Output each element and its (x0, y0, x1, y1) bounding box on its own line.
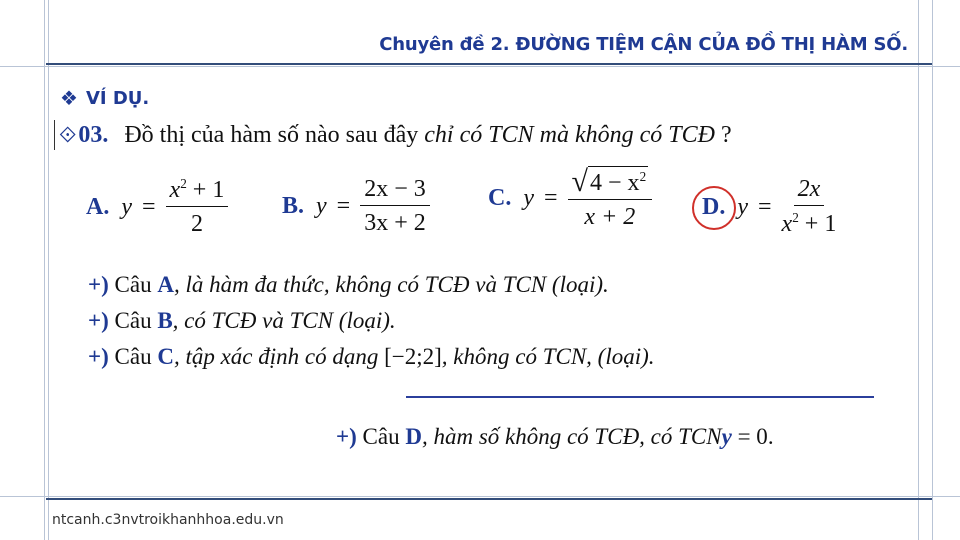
grid-line (918, 0, 919, 540)
math-eq: = (142, 193, 156, 220)
question-end: ? (720, 121, 732, 148)
math-eq: = (336, 193, 351, 219)
sqrt-icon: √ (571, 165, 589, 198)
grid-line (44, 0, 45, 540)
question-emphasis: chỉ có TCN mà không có TCĐ (424, 121, 715, 148)
header-divider (46, 63, 932, 65)
math-fraction: $\frac{2x}{x^2 + 1}$ (781, 176, 837, 237)
grid-line (0, 66, 960, 67)
option-label: B. (282, 193, 305, 219)
question-number: 03. (78, 121, 109, 148)
math-lhs: y (316, 193, 327, 219)
option-label: A. (86, 193, 110, 220)
explanation-d: +) Câu D, hàm số không có TCĐ, có TCNy = 0. (336, 424, 774, 449)
option-c[interactable] (488, 166, 652, 231)
diamond-outline-icon: ⟐ (59, 122, 77, 147)
explanation-a: +) Câu A, là hàm đa thức, không có TCĐ và TCN (loại). (88, 272, 609, 297)
diamond-bullet-icon: ❖ (60, 86, 78, 110)
section-heading (60, 86, 149, 110)
divider-line (406, 396, 874, 398)
text-cursor (54, 120, 55, 150)
explanation-b: +) Câu B, có TCĐ và TCN (loại). (88, 308, 396, 333)
math-lhs: y (121, 193, 132, 220)
math-lhs: y (523, 185, 534, 211)
section-label: VÍ DỤ. (85, 87, 150, 109)
option-b[interactable] (282, 176, 430, 237)
math-fraction: √ $4 - x^2$ x + 2 (568, 166, 653, 231)
math-eq: = (758, 193, 772, 220)
footer-divider (46, 498, 932, 500)
math-fraction: $\frac{x^2 + 1}{2}$ (166, 176, 229, 238)
question-line (54, 120, 732, 150)
option-a[interactable] (86, 176, 228, 238)
explanation-c: +) Câu C, tập xác định có dạng [−2;2], không có TCN, (loại). (88, 344, 655, 369)
option-label: C. (488, 185, 512, 211)
option-d[interactable] (702, 176, 836, 238)
grid-line (48, 0, 49, 540)
math-fraction: $\frac{2x - 3}{3x + 2}$ (360, 176, 430, 237)
question-text: Đồ thị của hàm số nào sau đây (124, 121, 419, 148)
footer-url: ntcanh.c3nvtroikhanhhoa.edu.vn (52, 512, 284, 528)
option-label: D. (702, 193, 726, 220)
grid-line (932, 0, 933, 540)
grid-line (0, 496, 960, 497)
math-eq: = (544, 185, 558, 211)
page-title: Chuyên đề 2. ĐƯỜNG TIỆM CẬN CỦA ĐỒ THỊ HÀM SỐ. (379, 34, 908, 55)
math-lhs: y (737, 193, 748, 220)
